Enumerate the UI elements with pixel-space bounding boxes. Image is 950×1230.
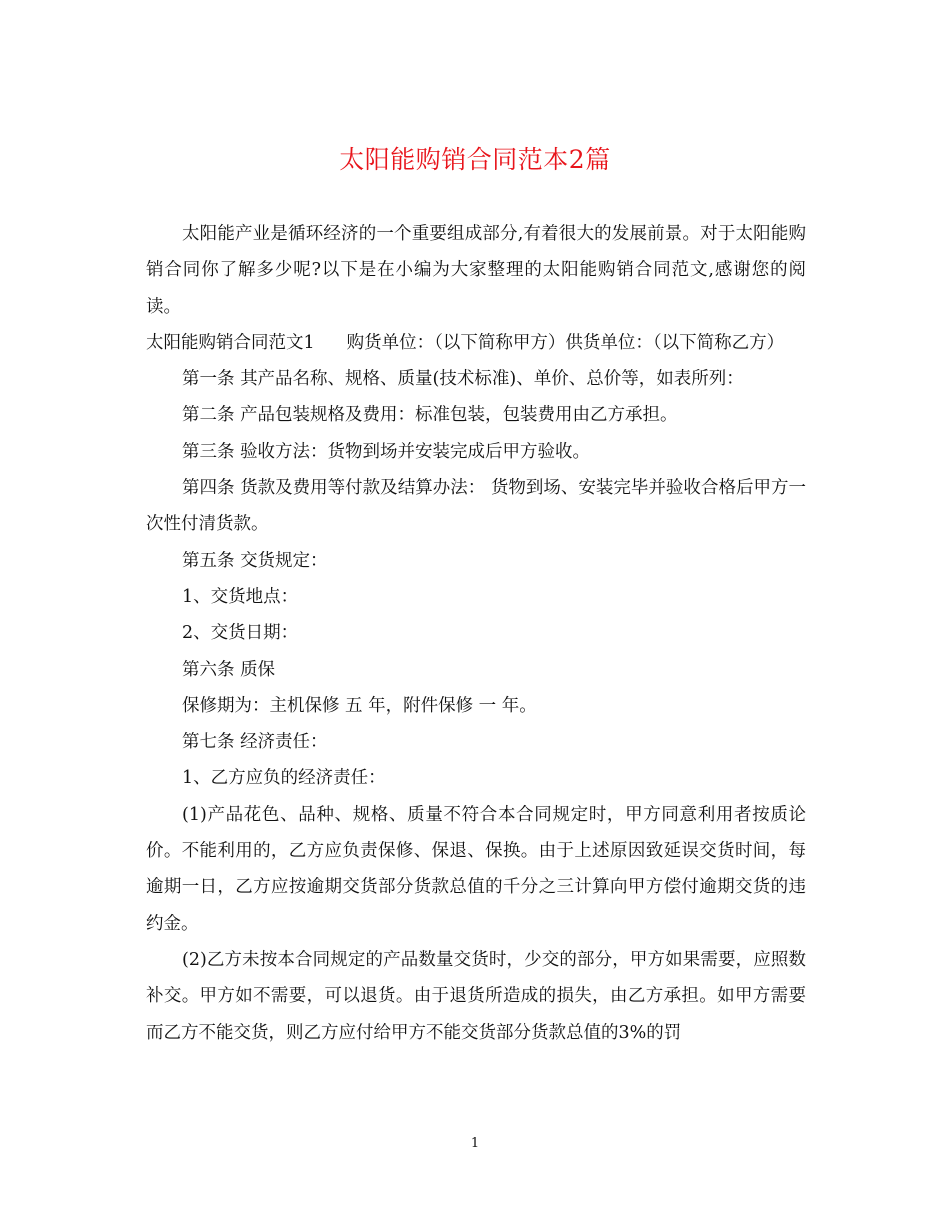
page-number: 1 <box>470 1136 480 1151</box>
contract-header-paragraph <box>146 325 806 361</box>
article-2: 第二条 产品包装规格及费用：标准包装，包装费用由乙方承担。 <box>182 405 678 426</box>
article-6: 第六条 质保 <box>182 659 276 680</box>
liability-clause-2: (2)乙方未按本合同规定的产品数量交货时，少交的部分，甲方如果需要，应照数补交。甲方如不需要，可以退货。由于退货所造成的损失，由乙方承担。如甲方需要而乙方不能交货，则乙方应付给甲方不能交货部分货款总值的3%的罚 <box>146 949 806 1043</box>
article-3: 第三条 验收方法：货物到场并安装完成后甲方验收。 <box>182 441 591 462</box>
article-7: 第七条 经济责任： <box>182 732 328 753</box>
document-title: 太阳能购销合同范本2篇 <box>339 145 611 174</box>
delivery-location: 1、交货地点： <box>182 586 299 607</box>
warranty-period: 保修期为：主机保修 五 年，附件保修 一 年。 <box>182 695 537 716</box>
contract-heading: 太阳能购销合同范文1 <box>146 332 315 353</box>
document-body <box>146 216 806 1051</box>
intro-paragraph: 太阳能产业是循环经济的一个重要组成部分,有着很大的发展前景。对于太阳能购销合同你了解多少呢?以下是在小编为大家整理的太阳能购销合同范文,感谢您的阅读。 <box>146 224 806 317</box>
article-1: 第一条 其产品名称、规格、质量(技术标准)、单价、总价等，如表所列： <box>182 369 744 390</box>
contract-parties: 购货单位：（以下简称甲方）供货单位：（以下简称乙方） <box>346 332 785 353</box>
seller-liability-heading: 1、乙方应负的经济责任： <box>182 768 386 789</box>
delivery-date: 2、交货日期： <box>182 623 299 644</box>
article-4: 第四条 货款及费用等付款及结算办法： 货物到场、安装完毕并验收合格后甲方一次性付清货款。 <box>146 478 806 535</box>
liability-clause-1: (1)产品花色、品种、规格、质量不符合本合同规定时，甲方同意利用者按质论价。不能利用的，乙方应负责保修、保退、保换。由于上述原因致延误交货时间，每逾期一日，乙方应按逾期交货部分货款总值的千分之三计算向甲方偿付逾期交货的违约金。 <box>146 804 806 934</box>
article-5: 第五条 交货规定： <box>182 550 328 571</box>
